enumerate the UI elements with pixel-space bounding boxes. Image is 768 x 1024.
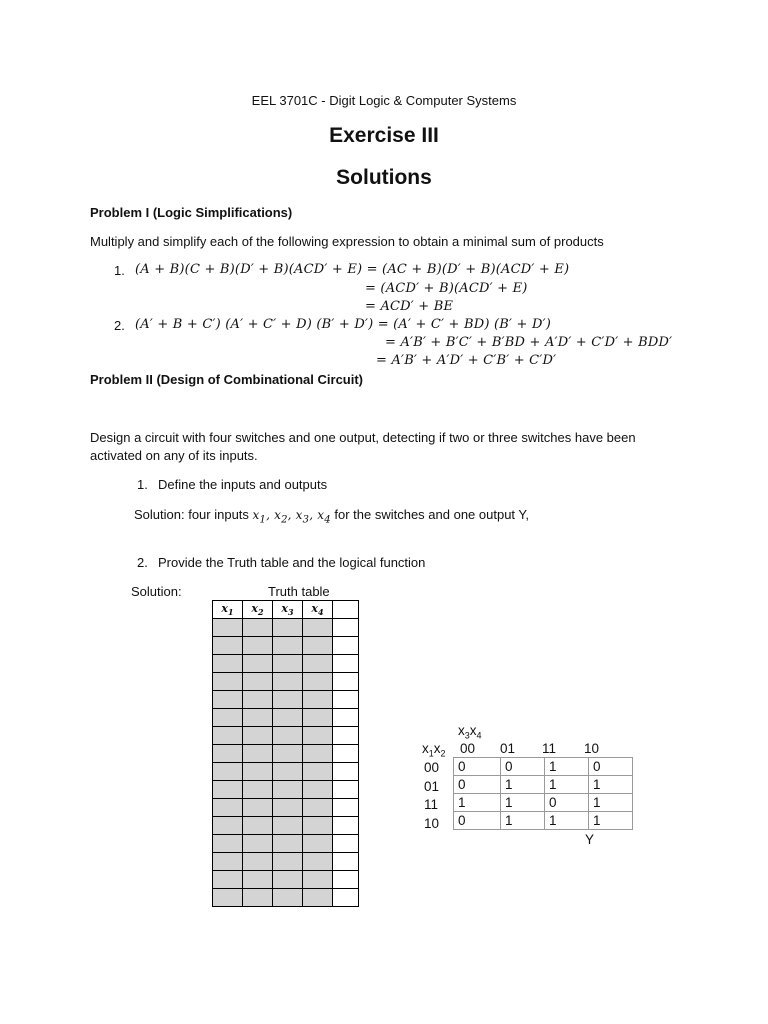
truth-table-cell <box>243 889 273 907</box>
kmap-cell: 1 <box>589 812 633 830</box>
kmap-row <box>454 812 633 830</box>
truth-table-cell <box>243 655 273 673</box>
truth-table-cell <box>303 799 333 817</box>
equation2-line2: = A′B′ + B′C′ + B′BD + A′D′ + C′D′ + BDD′ <box>385 335 673 350</box>
kmap-column-label: 00 <box>460 741 476 756</box>
truth-table-cell <box>303 763 333 781</box>
kmap-row <box>454 794 633 812</box>
truth-table-cell <box>213 835 243 853</box>
kmap-row-variables: $x_1x_2$ <box>422 741 446 759</box>
truth-table-cell <box>243 709 273 727</box>
truth-table-row <box>213 799 359 817</box>
truth-table-cell <box>243 799 273 817</box>
truth-table-cell <box>333 691 359 709</box>
truth-table-cell <box>333 727 359 745</box>
truth-table-cell <box>303 727 333 745</box>
truth-table-cell <box>273 763 303 781</box>
truth-table-cell <box>273 637 303 655</box>
truth-table-row <box>213 763 359 781</box>
truth-table-cell <box>303 781 333 799</box>
kmap-cell: 0 <box>454 776 501 794</box>
truth-table-row <box>213 745 359 763</box>
course-title: EEL 3701C - Digit Logic & Computer Systems <box>251 93 517 108</box>
equation2-number: 2. <box>114 318 125 333</box>
truth-table-cell <box>303 817 333 835</box>
step2-number: 2. <box>137 555 148 570</box>
truth-table-cell <box>273 889 303 907</box>
header-x4: $x_4$ <box>303 601 333 619</box>
truth-table-cell <box>243 835 273 853</box>
kmap-cell: 0 <box>501 758 545 776</box>
header-x2: $x_2$ <box>243 601 273 619</box>
truth-table-cell <box>303 691 333 709</box>
truth-table-cell <box>273 781 303 799</box>
kmap-column-variables: $x_3x_4$ <box>458 723 482 741</box>
truth-table-cell <box>213 889 243 907</box>
kmap-row-label: 11 <box>424 797 439 812</box>
truth-table-cell <box>303 637 333 655</box>
header-x3: $x_3$ <box>273 601 303 619</box>
document-subtitle: Solutions <box>336 166 432 189</box>
truth-table-cell <box>273 709 303 727</box>
truth-table-cell <box>213 763 243 781</box>
truth-table-cell <box>243 673 273 691</box>
truth-table-cell <box>333 673 359 691</box>
truth-table-cell <box>303 853 333 871</box>
step1-number: 1. <box>137 477 148 492</box>
kmap-cell: 0 <box>545 794 589 812</box>
truth-table-row <box>213 691 359 709</box>
kmap-column-label: 01 <box>500 741 516 756</box>
truth-table-row <box>213 871 359 889</box>
truth-table-row <box>213 655 359 673</box>
problem2-description-line2: activated on any of its inputs. <box>90 448 258 463</box>
document-title: Exercise III <box>329 124 439 147</box>
step2-text: Provide the Truth table and the logical function <box>158 555 426 570</box>
truth-table-cell <box>303 673 333 691</box>
kmap-cell: 1 <box>501 776 545 794</box>
truth-table-cell <box>213 781 243 799</box>
truth-table-body <box>213 619 359 907</box>
kmap-cell: 1 <box>545 758 589 776</box>
truth-table-cell <box>213 853 243 871</box>
problem1-instruction: Multiply and simplify each of the following expression to obtain a minimal sum of products <box>90 234 604 249</box>
truth-table-cell <box>273 799 303 817</box>
truth-table-cell <box>303 619 333 637</box>
kmap-cell: 1 <box>454 794 501 812</box>
kmap-cell: 1 <box>589 776 633 794</box>
truth-table-row <box>213 637 359 655</box>
solution1-prefix: Solution: four inputs <box>134 507 253 522</box>
kmap-cell: 1 <box>545 776 589 794</box>
equation1-line1: (A + B)(C + B)(D′ + B)(ACD′ + E) = (AC + B)(D′ + B)(ACD′ + E) <box>135 262 570 277</box>
equation2-line3: = A′B′ + A′D′ + C′B′ + C′D′ <box>376 353 557 368</box>
kmap-row <box>454 758 633 776</box>
truth-table-cell <box>273 619 303 637</box>
kmap-row-label: 10 <box>424 815 440 831</box>
truth-table-cell <box>273 673 303 691</box>
truth-table-cell <box>213 709 243 727</box>
truth-table-cell <box>243 727 273 745</box>
header-x1: $x_1$ <box>213 601 243 619</box>
truth-table-cell <box>303 655 333 673</box>
truth-table-header-row <box>213 601 359 619</box>
kmap-cell: 0 <box>454 812 501 830</box>
truth-table-row <box>213 781 359 799</box>
header-output <box>333 601 359 619</box>
kmap-cell: 0 <box>589 758 633 776</box>
truth-table-cell <box>303 835 333 853</box>
truth-table-row <box>213 835 359 853</box>
truth-table-row <box>213 727 359 745</box>
truth-table-cell <box>333 745 359 763</box>
truth-table-cell <box>333 853 359 871</box>
kmap-row-labels <box>424 760 439 834</box>
input-variables: $x_1$, $x_2$, $x_3$, $x_4$ <box>252 508 331 526</box>
kmap-row-label: 01 <box>424 778 440 794</box>
truth-table-cell <box>273 745 303 763</box>
truth-table-cell <box>213 637 243 655</box>
kmap-row <box>454 776 633 794</box>
kmap-column-label: 10 <box>584 741 600 756</box>
kmap-row-label: 00 <box>424 760 440 775</box>
truth-table-cell <box>213 799 243 817</box>
step1-text: Define the inputs and outputs <box>158 477 328 492</box>
truth-table-cell <box>333 835 359 853</box>
truth-table-row <box>213 889 359 907</box>
kmap-cell: 1 <box>545 812 589 830</box>
kmap-output-label: Y <box>585 832 595 847</box>
solution1-suffix: for the switches and one output Y, <box>330 507 530 522</box>
truth-table-cell <box>333 871 359 889</box>
truth-table-cell <box>333 709 359 727</box>
equation2-line1: (A′ + B + C′) (A′ + C′ + D) (B′ + D′) = (A′ + C′ + BD) (B′ + D′) <box>135 317 552 332</box>
truth-table-cell <box>303 745 333 763</box>
truth-table-cell <box>333 817 359 835</box>
kmap-cell: 1 <box>501 794 545 812</box>
truth-table-cell <box>333 781 359 799</box>
truth-table-row <box>213 817 359 835</box>
truth-table-caption: Truth table <box>268 584 330 599</box>
truth-table-cell <box>303 871 333 889</box>
solution1-text <box>134 507 529 528</box>
truth-table-cell <box>213 673 243 691</box>
truth-table-cell <box>303 889 333 907</box>
truth-table-cell <box>243 853 273 871</box>
truth-table-cell <box>333 637 359 655</box>
truth-table-cell <box>303 709 333 727</box>
kmap-cell: 1 <box>589 794 633 812</box>
kmap-cell: 0 <box>454 758 501 776</box>
truth-table-cell <box>243 871 273 889</box>
truth-table-cell <box>213 745 243 763</box>
truth-table-cell <box>213 619 243 637</box>
equation1-number: 1. <box>114 263 125 278</box>
truth-table-cell <box>273 871 303 889</box>
truth-table-row <box>213 853 359 871</box>
truth-table-cell <box>333 889 359 907</box>
truth-table-cell <box>273 727 303 745</box>
karnaugh-map <box>453 757 633 830</box>
equation1-line3: = ACD′ + BE <box>365 299 454 314</box>
truth-table-cell <box>243 637 273 655</box>
truth-table-cell <box>213 691 243 709</box>
truth-table-cell <box>243 781 273 799</box>
truth-table-row <box>213 709 359 727</box>
kmap-column-label: 11 <box>542 741 557 756</box>
truth-table-cell <box>273 853 303 871</box>
truth-table-cell <box>333 763 359 781</box>
problem1-heading: Problem I (Logic Simplifications) <box>90 205 293 220</box>
truth-table-cell <box>243 763 273 781</box>
problem2-description-line1: Design a circuit with four switches and one output, detecting if two or three switches have been <box>90 430 636 445</box>
truth-table-cell <box>333 619 359 637</box>
truth-table-cell <box>273 655 303 673</box>
truth-table-cell <box>333 655 359 673</box>
truth-table-cell <box>243 817 273 835</box>
truth-table-row <box>213 673 359 691</box>
truth-table-cell <box>213 871 243 889</box>
truth-table-cell <box>243 691 273 709</box>
truth-table-cell <box>243 745 273 763</box>
equation1-line2: = (ACD′ + B)(ACD′ + E) <box>365 281 528 296</box>
problem2-heading: Problem II (Design of Combinational Circuit) <box>90 372 364 387</box>
kmap-cell: 1 <box>501 812 545 830</box>
truth-table-cell <box>213 817 243 835</box>
truth-table-cell <box>273 835 303 853</box>
solution2-label: Solution: <box>131 584 182 599</box>
truth-table-cell <box>213 727 243 745</box>
truth-table-cell <box>213 655 243 673</box>
truth-table-cell <box>273 817 303 835</box>
truth-table-cell <box>333 799 359 817</box>
truth-table-cell <box>273 691 303 709</box>
truth-table <box>212 600 359 907</box>
truth-table-row <box>213 619 359 637</box>
truth-table-cell <box>243 619 273 637</box>
